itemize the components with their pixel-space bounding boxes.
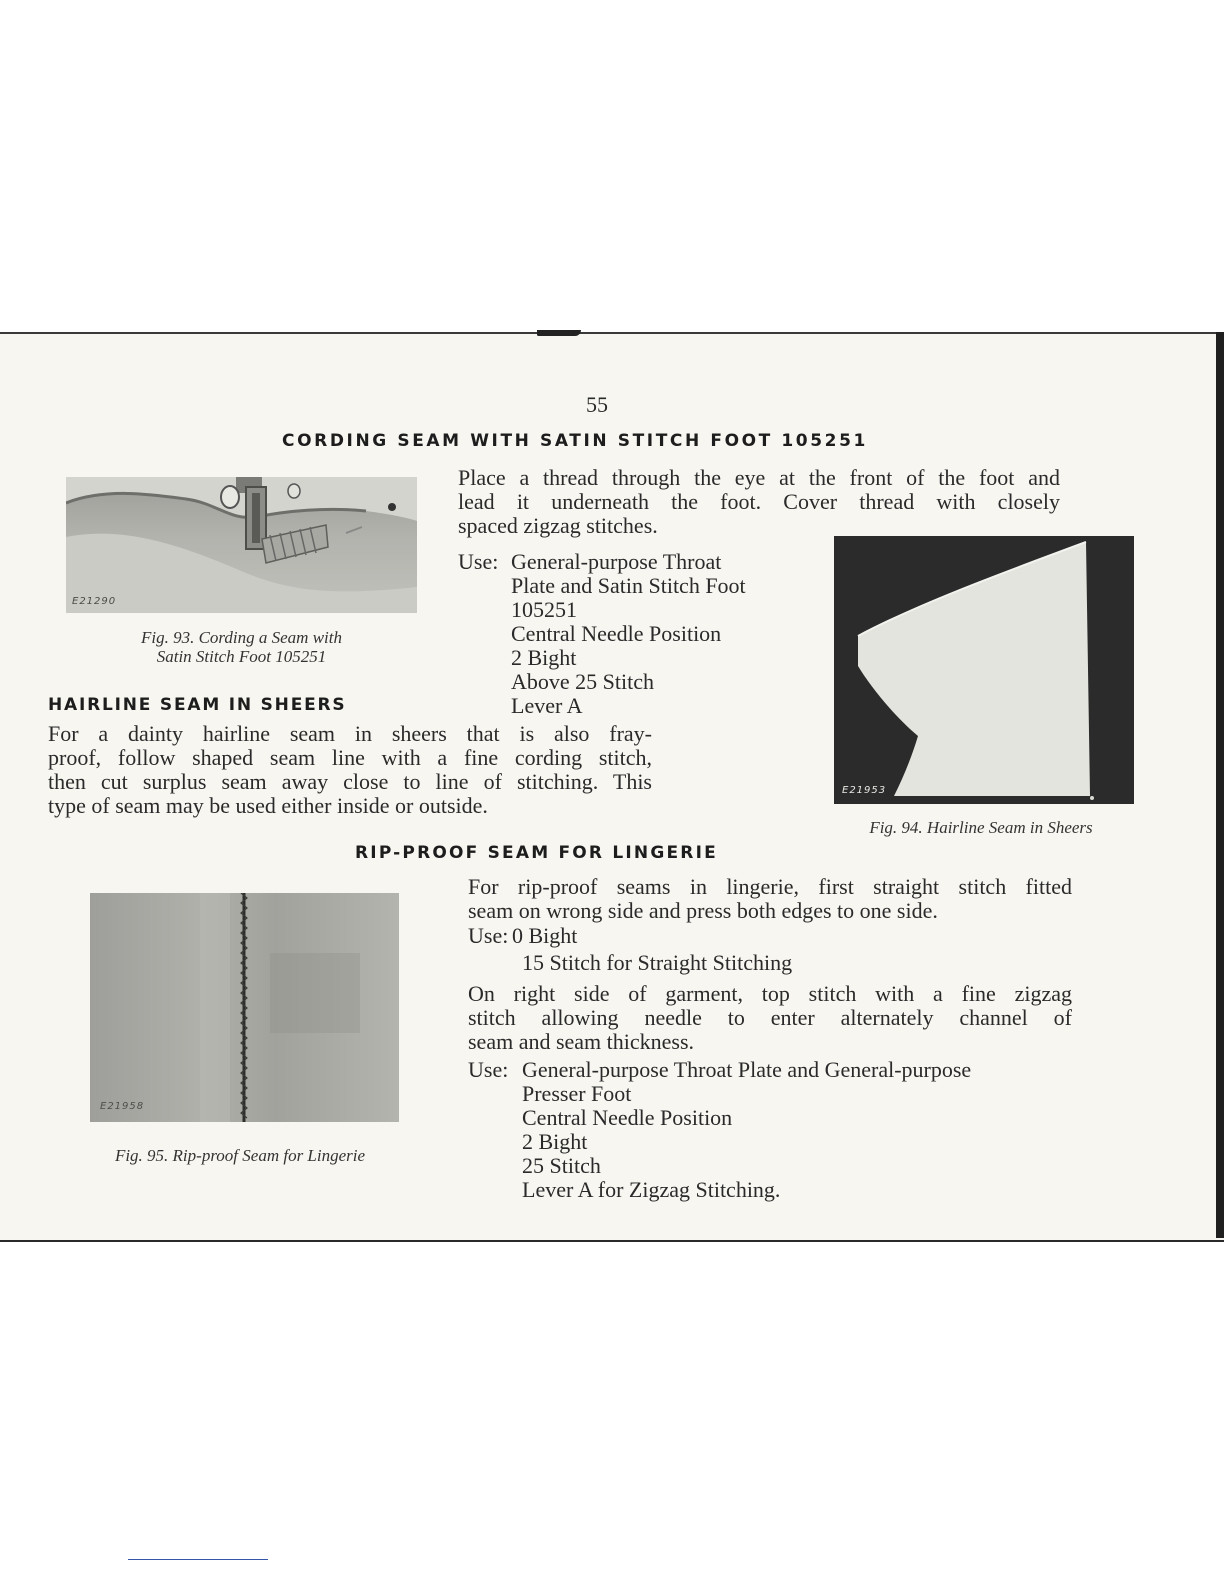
figure-93-caption-line: Fig. 93. Cording a Seam with: [140, 628, 342, 647]
use-item: Above 25 Stitch: [511, 669, 654, 694]
figure-95-illustration: [90, 893, 399, 1122]
rip-proof-middle: [468, 982, 1072, 1054]
figure-94-caption: Fig. 94. Hairline Seam in Sheers: [869, 818, 1093, 837]
use-item: Lever A: [511, 693, 583, 718]
figure-94-photo-code: E21953: [842, 785, 887, 796]
rip-proof-use1-label: Use:: [468, 923, 509, 948]
paragraph-line: For rip-proof seams in lingerie, first straight stitch fitted: [468, 874, 1072, 899]
paragraph-line: stitch allowing needle to enter alternately channel of: [468, 1005, 1072, 1030]
rip-proof-use2-label: Use:: [468, 1057, 509, 1082]
figure-93-photo-code: E21290: [72, 596, 117, 607]
paragraph-line: then cut surplus seam away close to line of stitching. This: [48, 769, 652, 794]
use-item: 0 Bight: [512, 923, 578, 948]
page-number: 55: [586, 392, 608, 417]
use-item: Central Needle Position: [522, 1105, 733, 1130]
figure-95-caption: Fig. 95. Rip-proof Seam for Lingerie: [114, 1146, 366, 1165]
bottom-link-underline: [128, 1559, 268, 1560]
cording-seam-paragraph: [458, 466, 1060, 538]
use-item: General-purpose Throat: [511, 549, 722, 574]
rip-proof-seam-heading: RIP-PROOF SEAM FOR LINGERIE: [355, 843, 718, 863]
figure-93-caption: [66, 628, 417, 666]
hairline-seam-paragraph: [48, 722, 652, 818]
cording-seam-use-list: [511, 550, 821, 718]
paragraph-line: seam on wrong side and press both edges to one side.: [468, 898, 938, 923]
rip-proof-use2-list: [522, 1058, 1072, 1202]
paragraph-line: spaced zigzag stitches.: [458, 513, 658, 538]
figure-93-photo: [66, 477, 417, 613]
cording-seam-use-label: Use:: [458, 549, 499, 574]
figure-94-photo: [834, 536, 1134, 804]
figure-94-illustration: [834, 536, 1134, 804]
paragraph-line: Place a thread through the eye at the front of the foot and: [458, 465, 1060, 490]
use-item: Lever A for Zigzag Stitching.: [522, 1177, 781, 1202]
figure-95-photo-code: E21958: [100, 1101, 145, 1112]
paragraph-line: seam and seam thickness.: [468, 1029, 695, 1054]
figure-95-photo: [90, 893, 399, 1122]
use-item: Plate and Satin Stitch Foot: [511, 573, 746, 598]
cording-seam-heading: CORDING SEAM WITH SATIN STITCH FOOT 105251: [282, 431, 868, 451]
paragraph-line: lead it underneath the foot. Cover thread with closely: [458, 489, 1060, 514]
paragraph-line: On right side of garment, top stitch with a fine zigzag: [468, 981, 1072, 1006]
figure-93-caption-line: Satin Stitch Foot 105251: [156, 647, 327, 666]
use-item: 2 Bight: [511, 645, 577, 670]
use-item: 2 Bight: [522, 1129, 588, 1154]
paragraph-line: proof, follow shaped seam line with a fine cording stitch,: [48, 745, 652, 770]
hairline-seam-heading: HAIRLINE SEAM IN SHEERS: [48, 695, 347, 715]
page-top-mark: [537, 330, 581, 336]
paragraph-line: For a dainty hairline seam in sheers that is also fray-: [48, 721, 652, 746]
use-item: Central Needle Position: [511, 621, 722, 646]
page-edge-shadow: [1216, 332, 1224, 1238]
figure-93-illustration: [66, 477, 417, 613]
use-item: Presser Foot: [522, 1081, 632, 1106]
use-item: 25 Stitch: [522, 1153, 601, 1178]
rip-proof-intro: [468, 875, 1072, 923]
use-item: 15 Stitch for Straight Stitching: [522, 950, 793, 975]
use-item: 105251: [511, 597, 577, 622]
use-item: General-purpose Throat Plate and General-purpose: [522, 1057, 972, 1082]
paragraph-line: type of seam may be used either inside or outside.: [48, 793, 488, 818]
rip-proof-use1-list: [512, 923, 793, 975]
